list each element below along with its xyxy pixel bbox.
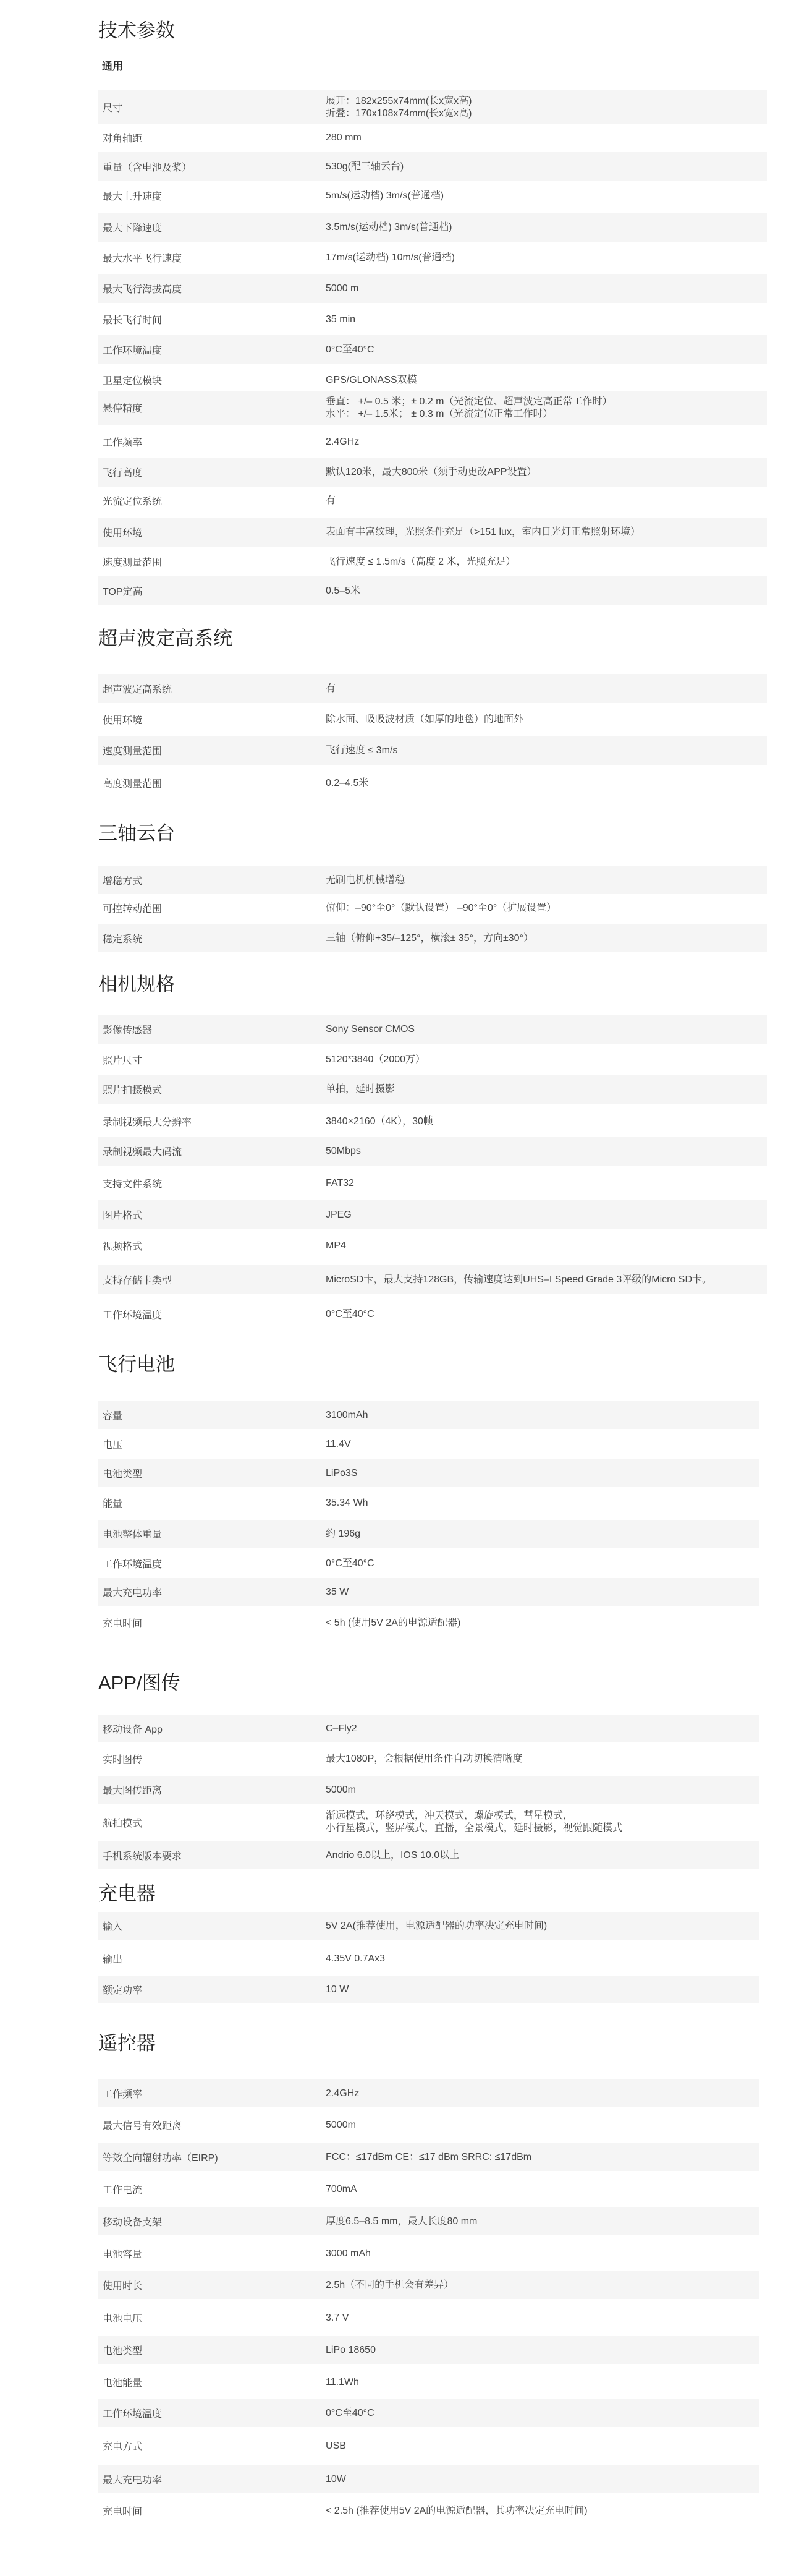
spec-value-line: 有 [326,495,336,506]
spec-label: 容量 [103,1411,123,1422]
spec-label: 稳定系统 [103,934,143,945]
spec-label: 最大信号有效距离 [103,2121,182,2131]
spec-label: 最大水平飞行速度 [103,254,182,264]
spec-value-line: 三轴（俯仰+35/–125°，横滚± 35°，方向±30°） [326,932,533,944]
spec-row [98,2111,759,2139]
spec-value [326,1409,759,1422]
spec-value [326,874,767,887]
spec-value [326,556,767,568]
spec-value-line: 最大1080P，会根据使用条件自动切换清晰度 [326,1753,523,1764]
spec-row [98,705,767,734]
spec-row [98,123,767,152]
spec-value-line: 11.1Wh [326,2376,359,2387]
spec-label: 电池类型 [103,1469,143,1480]
spec-value-line: 35 W [326,1586,349,1597]
spec-value-line: 无刷电机机械增稳 [326,874,405,885]
spec-label: 工作电流 [103,2185,143,2196]
spec-value [326,902,767,915]
spec-value [326,313,767,326]
spec-value-line: 约 196g [326,1528,361,1539]
spec-row [98,181,767,210]
spec-value [326,2088,759,2100]
spec-value-line: JPEG [326,1209,352,1220]
section-subtitle: 通用 [102,61,123,72]
spec-row [98,1945,759,1973]
spec-row [98,1804,759,1840]
spec-value [326,283,767,295]
spec-label: 使用时长 [103,2281,143,2292]
spec-row [98,1169,767,1198]
spec-label: 额定功率 [103,1985,143,1996]
spec-value-line: 除水面、吸吸波材质（如厚的地毯）的地面外 [326,714,524,725]
spec-value-line: 展开：182x255x74mm(长x宽x高) [326,95,472,106]
spec-value-line: 10 W [326,1984,349,1995]
spec-value-line: < 2.5h (推荐使用5V 2A的电源适配器，其功率决定充电时间) [326,2505,588,2516]
spec-row [98,2240,759,2267]
spec-row [98,894,767,922]
spec-label: 增稳方式 [103,876,143,887]
spec-value [326,1849,759,1862]
spec-row [98,674,767,703]
spec-value-line: GPS/GLONASS双模 [326,374,417,385]
spec-label: 悬停精度 [103,404,143,414]
spec-value [326,1920,759,1932]
section-title: 遥控器 [98,2032,156,2054]
spec-label: 对角轴距 [103,134,143,144]
spec-label: 最大下降速度 [103,223,163,234]
spec-row [98,365,767,395]
spec-value [326,1617,759,1629]
spec-row [98,1715,759,1742]
spec-value [326,132,767,144]
spec-value-line: 5V 2A(推荐使用，电源适配器的功率决定充电时间) [326,1920,548,1931]
spec-value [326,2440,759,2452]
spec-value-line: 俯仰：–90°至0°（默认设置） –90°至0°（扩展设置） [326,902,557,913]
spec-label: 照片拍摄模式 [103,1085,163,1096]
spec-value [326,1308,767,1321]
spec-row [98,1489,759,1517]
spec-label: 工作频率 [103,438,143,448]
spec-value-line: 5120*3840（2000万） [326,1054,426,1065]
spec-row [98,2271,759,2299]
spec-row [98,1045,767,1074]
spec-value-line: 50Mbps [326,1145,361,1156]
spec-value-line: 2.5h（不同的手机会有差异） [326,2279,454,2290]
spec-row [98,2079,759,2107]
spec-value [326,2183,759,2196]
spec-value-line: 3000 mAh [326,2248,371,2259]
spec-value-line: 17m/s(运动档) 10m/s(普通档) [326,252,455,263]
spec-label: 航拍模式 [103,1818,143,1829]
spec-row [98,2207,759,2235]
spec-label: 使用环境 [103,528,143,539]
spec-value-line: C–Fly2 [326,1723,357,1734]
spec-value [326,1753,759,1765]
spec-label: 工作环境温度 [103,1559,163,1570]
spec-value [326,2407,759,2420]
spec-value [326,932,767,945]
spec-label: 影像传感器 [103,1025,153,1036]
spec-value [326,95,767,120]
spec-value [326,2344,759,2356]
spec-value-line: 渐远模式，环绕模式，冲天模式，螺旋模式，彗星模式， [326,1810,573,1821]
spec-value-line: LiPo3S [326,1467,358,1478]
spec-label: 充电方式 [103,2442,143,2452]
spec-row [98,1912,759,1940]
spec-value-line: 35.34 Wh [326,1497,368,1508]
spec-row [98,1107,767,1136]
spec-value [326,1023,767,1036]
spec-value-line: < 5h (使用5V 2A的电源适配器) [326,1617,461,1628]
spec-value [326,1497,759,1509]
spec-row [98,2304,759,2332]
spec-value-line: 0°C至40°C [326,344,374,355]
spec-value [326,1467,759,1480]
spec-value-line: 厚度6.5–8.5 mm，最大长度80 mm [326,2216,478,2227]
spec-value-line: Sony Sensor CMOS [326,1023,415,1034]
spec-label: 照片尺寸 [103,1056,143,1066]
spec-value-line: 表面有丰富纹理，光照条件充足（>151 lux，室内日光灯正常照射环境） [326,526,640,537]
spec-label: 最大飞行海拔高度 [103,284,182,295]
spec-label: 移动设备支架 [103,2217,163,2228]
spec-value-line: 0°C至40°C [326,1308,374,1320]
spec-value-line: 默认120米，最大800米（须手动更改APP设置） [326,466,537,477]
spec-row [98,1231,767,1260]
spec-row [98,1841,759,1869]
spec-value [326,1528,759,1540]
section-title: 充电器 [98,1883,156,1904]
spec-row [98,1075,767,1104]
spec-value [326,190,767,202]
spec-row [98,274,767,303]
spec-label: 输出 [103,1955,123,1965]
spec-value [326,526,767,539]
spec-label: 电池能量 [103,2378,143,2389]
spec-value [326,1115,767,1128]
spec-label: 电池类型 [103,2346,143,2356]
spec-value-line: 5000m [326,1784,356,1795]
spec-label: 电池整体重量 [103,1530,163,1540]
spec-label: 卫星定位模块 [103,376,163,386]
spec-value [326,495,767,507]
spec-row [98,1015,767,1044]
section-title: 飞行电池 [98,1354,175,1375]
section-title: 三轴云台 [98,822,175,844]
spec-value [326,1723,759,1735]
spec-row [98,866,767,894]
spec-row [98,1200,767,1229]
spec-label: 移动设备 App [103,1725,163,1735]
spec-value [326,1054,767,1066]
spec-row [98,486,767,515]
spec-value [326,1438,759,1451]
spec-value [326,1586,759,1598]
section-title: 相机规格 [98,973,175,995]
spec-row [98,335,767,364]
spec-row [98,2175,759,2203]
spec-value-line: 35 min [326,313,356,325]
spec-value [326,221,767,234]
spec-value [326,777,767,790]
section-title: 超声波定高系统 [98,628,232,649]
spec-label: 超声波定高系统 [103,685,172,695]
spec-value [326,374,767,386]
spec-value [326,2505,759,2517]
spec-row [98,2497,759,2525]
spec-row [98,1137,767,1166]
spec-label: 速度测量范围 [103,558,163,568]
spec-row [98,305,767,334]
spec-label: 视频格式 [103,1242,143,1252]
spec-row [98,1430,759,1458]
spec-label: 录制视频最大分辨率 [103,1117,192,1128]
spec-value-line: 飞行速度 ≤ 3m/s [326,744,398,756]
spec-row [98,2432,759,2460]
spec-value [326,1784,759,1796]
spec-row [98,391,767,425]
spec-row [98,152,767,181]
spec-row [98,90,767,124]
spec-value [326,436,767,448]
spec-row [98,518,767,547]
spec-value-line: 3840×2160（4K），30帧 [326,1115,433,1127]
spec-value [326,744,767,757]
spec-value-line: 0°C至40°C [326,2407,374,2418]
spec-value [326,585,767,597]
spec-row [98,576,767,605]
spec-row [98,2399,759,2427]
spec-value-line: 垂直： +/– 0.5 米；± 0.2 m（光流定位、超声波定高正常工作时） [326,396,612,407]
spec-row [98,427,767,456]
spec-value [326,714,767,726]
spec-label: 重量（含电池及桨） [103,163,192,173]
spec-row [98,458,767,487]
spec-label: 输入 [103,1922,123,1932]
spec-value-line: 3.5m/s(运动档) 3m/s(普通档) [326,221,452,232]
spec-value-line: 水平： +/– 1.5米； ± 0.3 m（光流定位正常工作时） [326,408,553,419]
spec-label: 速度测量范围 [103,746,163,757]
spec-row [98,1609,759,1637]
spec-value-line: 3.7 V [326,2312,349,2323]
spec-row [98,2465,759,2493]
spec-value-line: 530g(配三轴云台) [326,161,404,172]
spec-value [326,396,767,420]
spec-label: 电池容量 [103,2250,143,2260]
spec-value-line: 5000m [326,2119,356,2130]
spec-value [326,1240,767,1252]
spec-row [98,1745,759,1773]
section-title: 技术参数 [98,20,175,41]
spec-label: 工作环境温度 [103,1310,163,1321]
spec-value [326,466,767,479]
spec-label: 最大充电功率 [103,1588,163,1598]
spec-label: 最大上升速度 [103,192,163,202]
spec-row [98,1265,767,1294]
spec-row [98,1578,759,1606]
spec-label: 最大充电功率 [103,2475,163,2486]
spec-label: 图片格式 [103,1211,143,1221]
spec-label: 工作环境温度 [103,346,163,356]
spec-row [98,213,767,242]
spec-value-line: 折叠：170x108x74mm(长x宽x高) [326,108,472,119]
spec-value-line: 5000 m [326,283,359,294]
spec-value [326,2312,759,2324]
spec-value-line: 280 mm [326,132,362,143]
spec-row [98,1300,767,1329]
spec-value-line: 单拍，延时摄影 [326,1083,396,1094]
spec-label: 工作环境温度 [103,2409,163,2420]
spec-value-line: 0.5–5米 [326,585,361,596]
spec-label: 尺寸 [103,103,123,114]
spec-row [98,1401,759,1429]
spec-value-line: 4.35V 0.7Ax3 [326,1953,386,1964]
spec-label: 电压 [103,1440,123,1451]
spec-label: 高度测量范围 [103,779,163,790]
spec-label: 最大图传距离 [103,1786,163,1796]
spec-value-line: 700mA [326,2183,357,2194]
spec-row [98,736,767,765]
spec-label: 支持文件系统 [103,1179,163,1190]
spec-label: 电池电压 [103,2314,143,2324]
spec-label: 最长飞行时间 [103,315,163,326]
spec-value-line: MicroSD卡，最大支持128GB，传输速度达到UHS–I Speed Grade 3评级的Micro SD卡。 [326,1274,713,1285]
spec-value-line: 11.4V [326,1438,351,1449]
spec-value-line: 5m/s(运动档) 3m/s(普通档) [326,190,444,201]
spec-value [326,344,767,356]
spec-row [98,2368,759,2396]
spec-value-line: 0°C至40°C [326,1558,374,1569]
spec-value [326,2279,759,2292]
spec-label: 支持存储卡类型 [103,1276,172,1286]
spec-value-line: USB [326,2440,346,2451]
spec-value-line: 10W [326,2473,346,2484]
spec-label: 录制视频最大码流 [103,1147,182,1158]
spec-value [326,1209,767,1221]
spec-row [98,1459,759,1487]
spec-value [326,683,767,695]
spec-row [98,547,767,576]
spec-label: 充电时间 [103,1619,143,1629]
spec-row [98,1776,759,1804]
spec-value [326,2473,759,2486]
spec-row [98,2336,759,2364]
spec-value [326,161,767,173]
section-title: APP/图传 [98,1672,180,1694]
spec-value [326,252,767,264]
spec-row [98,1976,759,2003]
spec-label: 手机系统版本要求 [103,1851,182,1862]
spec-value-line: 0.2–4.5米 [326,777,369,788]
spec-label: 等效全向辐射功率（EIRP) [103,2153,218,2164]
spec-value [326,1558,759,1570]
spec-value [326,1177,767,1190]
spec-value [326,2151,759,2164]
spec-value-line: FAT32 [326,1177,354,1188]
spec-row [98,1550,759,1577]
spec-row [98,924,767,952]
spec-value-line: MP4 [326,1240,346,1251]
spec-row [98,243,767,272]
spec-label: TOP定高 [103,587,143,597]
spec-value-line: Andrio 6.0以上，IOS 10.0以上 [326,1849,460,1861]
spec-row [98,769,767,798]
spec-value [326,1984,759,1996]
spec-value-line: 2.4GHz [326,2088,360,2099]
spec-value-line: FCC：≤17dBm CE：≤17 dBm SRRC: ≤17dBm [326,2151,532,2162]
spec-value [326,1274,767,1286]
spec-label: 充电时间 [103,2507,143,2517]
spec-row [98,2143,759,2171]
spec-label: 使用环境 [103,715,143,726]
spec-value-line: 小行星模式，竖屏模式，直播，全景模式，延时摄影，视觉跟随模式 [326,1823,623,1833]
spec-value-line: 2.4GHz [326,436,360,447]
spec-label: 实时图传 [103,1755,143,1765]
spec-value-line: 飞行速度 ≤ 1.5m/s（高度 2 米，光照充足） [326,556,516,567]
spec-value [326,2248,759,2260]
spec-label: 能量 [103,1499,123,1509]
spec-value-line: LiPo 18650 [326,2344,376,2355]
spec-value [326,1145,767,1158]
spec-value [326,2119,759,2131]
spec-value [326,1083,767,1096]
spec-value [326,1953,759,1965]
spec-value [326,1810,759,1835]
spec-value [326,2216,759,2228]
spec-label: 可控转动范围 [103,904,163,915]
spec-value-line: 有 [326,683,336,694]
spec-label: 工作频率 [103,2089,143,2100]
spec-label: 飞行高度 [103,468,143,479]
spec-value-line: 3100mAh [326,1409,368,1420]
spec-label: 光流定位系统 [103,497,163,507]
spec-value [326,2376,759,2389]
spec-row [98,1520,759,1548]
